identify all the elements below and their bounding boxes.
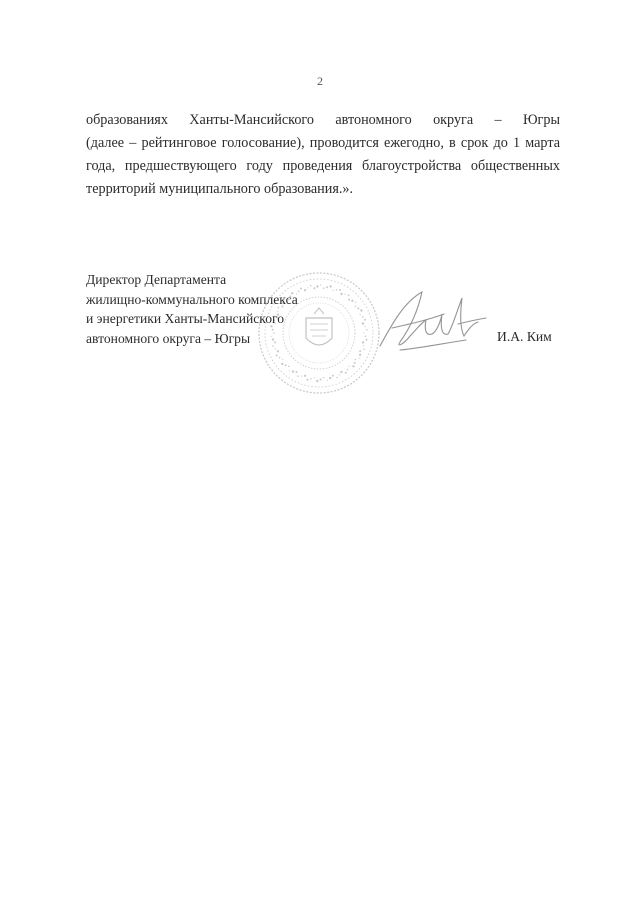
signer-title-line: жилищно-коммунального комплекса [86, 291, 298, 307]
seal-speckle [363, 349, 365, 351]
seal-speckle [339, 374, 340, 375]
seal-speckle [281, 363, 283, 365]
seal-speckle [349, 366, 350, 367]
seal-speckle [297, 375, 299, 377]
seal-speckle [355, 359, 357, 361]
seal-speckle [289, 370, 290, 371]
seal-speckle [282, 359, 283, 360]
seal-speckle [314, 377, 315, 378]
seal-speckle [316, 380, 318, 382]
seal-speckle [354, 362, 356, 364]
page-number: 2 [317, 74, 323, 88]
seal-speckle [345, 372, 347, 374]
seal-speckle [359, 350, 361, 352]
seal-speckle [306, 379, 308, 381]
seal-speckle [279, 357, 281, 359]
paragraph-line: территорий муниципального образования.». [86, 181, 354, 197]
signer-title-line: автономного округа – Югры [86, 330, 251, 346]
seal-speckle [304, 375, 306, 377]
seal-speckle [288, 366, 290, 368]
seal-speckle [347, 369, 349, 371]
signer-title-line: Директор Департамента [86, 272, 227, 287]
seal-speckle [275, 348, 276, 349]
paragraph-line: года, предшествующего году проведения благоустройства общественных [86, 158, 560, 174]
seal-speckle [336, 377, 338, 379]
seal-speckle [359, 354, 361, 356]
signature-block [86, 270, 566, 348]
seal-speckle [310, 378, 312, 380]
seal-speckle [359, 358, 360, 359]
seal-speckle [296, 371, 298, 373]
seal-speckle [276, 355, 278, 357]
paragraph-line: (далее – рейтинговое голосование), проводится ежегодно, в срок до 1 марта [86, 135, 560, 151]
signer-title-line: и энергетики Ханты-Мансийского [86, 311, 285, 326]
seal-speckle [277, 350, 279, 352]
seal-speckle [301, 376, 302, 377]
seal-speckle [292, 370, 294, 372]
body-paragraph [86, 109, 560, 201]
seal-speckle [332, 375, 334, 377]
paragraph-line: образованиях Ханты-Мансийского автономного округа – Югры [86, 112, 560, 128]
seal-speckle [340, 371, 342, 373]
seal-speckle [352, 365, 354, 367]
seal-speckle [327, 380, 328, 381]
seal-speckle [285, 364, 287, 366]
seal-speckle [329, 377, 331, 379]
signer-name: И.А. Ким [497, 329, 552, 344]
seal-speckle [320, 379, 322, 381]
seal-speckle [323, 377, 325, 379]
